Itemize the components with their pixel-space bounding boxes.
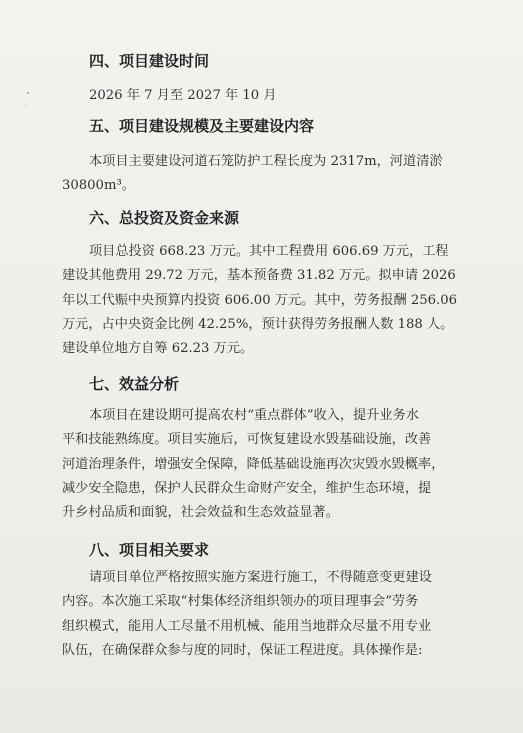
scan-speck (25, 105, 26, 106)
body-line: 万元，占中央资金比例 42.25%，预计获得劳务报酬人数 188 人。 (62, 316, 454, 332)
body-line: 30800m³。 (62, 178, 135, 194)
section-body-investment (62, 240, 466, 361)
body-line: 减少安全隐患，保护人民群众生命财产安全，维护生态环境，提 (62, 480, 432, 496)
section-heading-benefits: 七、效益分析 (89, 375, 180, 393)
body-line: 请项目单位严格按照实施方案进行施工，不得随意变更建设 (89, 570, 432, 585)
body-line: 内容。本次施工采取“村集体经济组织领办的项目理事会”劳务 (62, 594, 419, 610)
section-body-benefits (62, 404, 466, 525)
section-heading-schedule: 四、项目建设时间 (89, 52, 210, 70)
body-line: 升乡村品质和面貌，社会效益和生态效益显著。 (62, 505, 339, 521)
body-line: 队伍，在确保群众参与度的同时，保证工程进度。具体操作是: (62, 642, 423, 658)
body-line: 建设单位地方自筹 62.23 万元。 (62, 341, 254, 357)
body-line: 建设其他费用 29.72 万元，基本预备费 31.82 万元。拟申请 2026 (62, 268, 456, 284)
section-body-schedule (89, 84, 493, 108)
body-line: 项目总投资 668.23 万元。其中工程费用 606.69 万元，工程 (89, 244, 449, 259)
section-heading-requirements: 八、项目相关要求 (89, 541, 210, 559)
section-heading-scale: 五、项目建设规模及主要建设内容 (89, 117, 315, 135)
body-line: 平和技能熟练度。项目实施后，可恢复建设水毁基础设施，改善 (62, 432, 432, 448)
body-line: 2026 年 7 月至 2027 年 10 月 (89, 88, 277, 103)
body-line: 本项目在建设期可提高农村“重点群体”收入，提升业务水 (89, 408, 419, 423)
body-line: 年以工代赈中央预算内投资 606.00 万元。其中，劳务报酬 256.06 (62, 292, 457, 308)
body-line: 河道治理条件，增强安全保障，降低基础设施再次灾毁水毁概率， (62, 456, 445, 472)
section-body-scale (62, 150, 466, 199)
section-heading-investment: 六、总投资及资金来源 (89, 209, 240, 227)
section-body-requirements (62, 566, 466, 663)
body-line: 组织模式，能用人工尽量不用机械、能用当地群众尽量不用专业 (62, 618, 432, 634)
scan-speck (27, 92, 29, 94)
body-line: 本项目主要建设河道石笼防护工程长度为 2317m，河道清淤 (89, 154, 443, 169)
